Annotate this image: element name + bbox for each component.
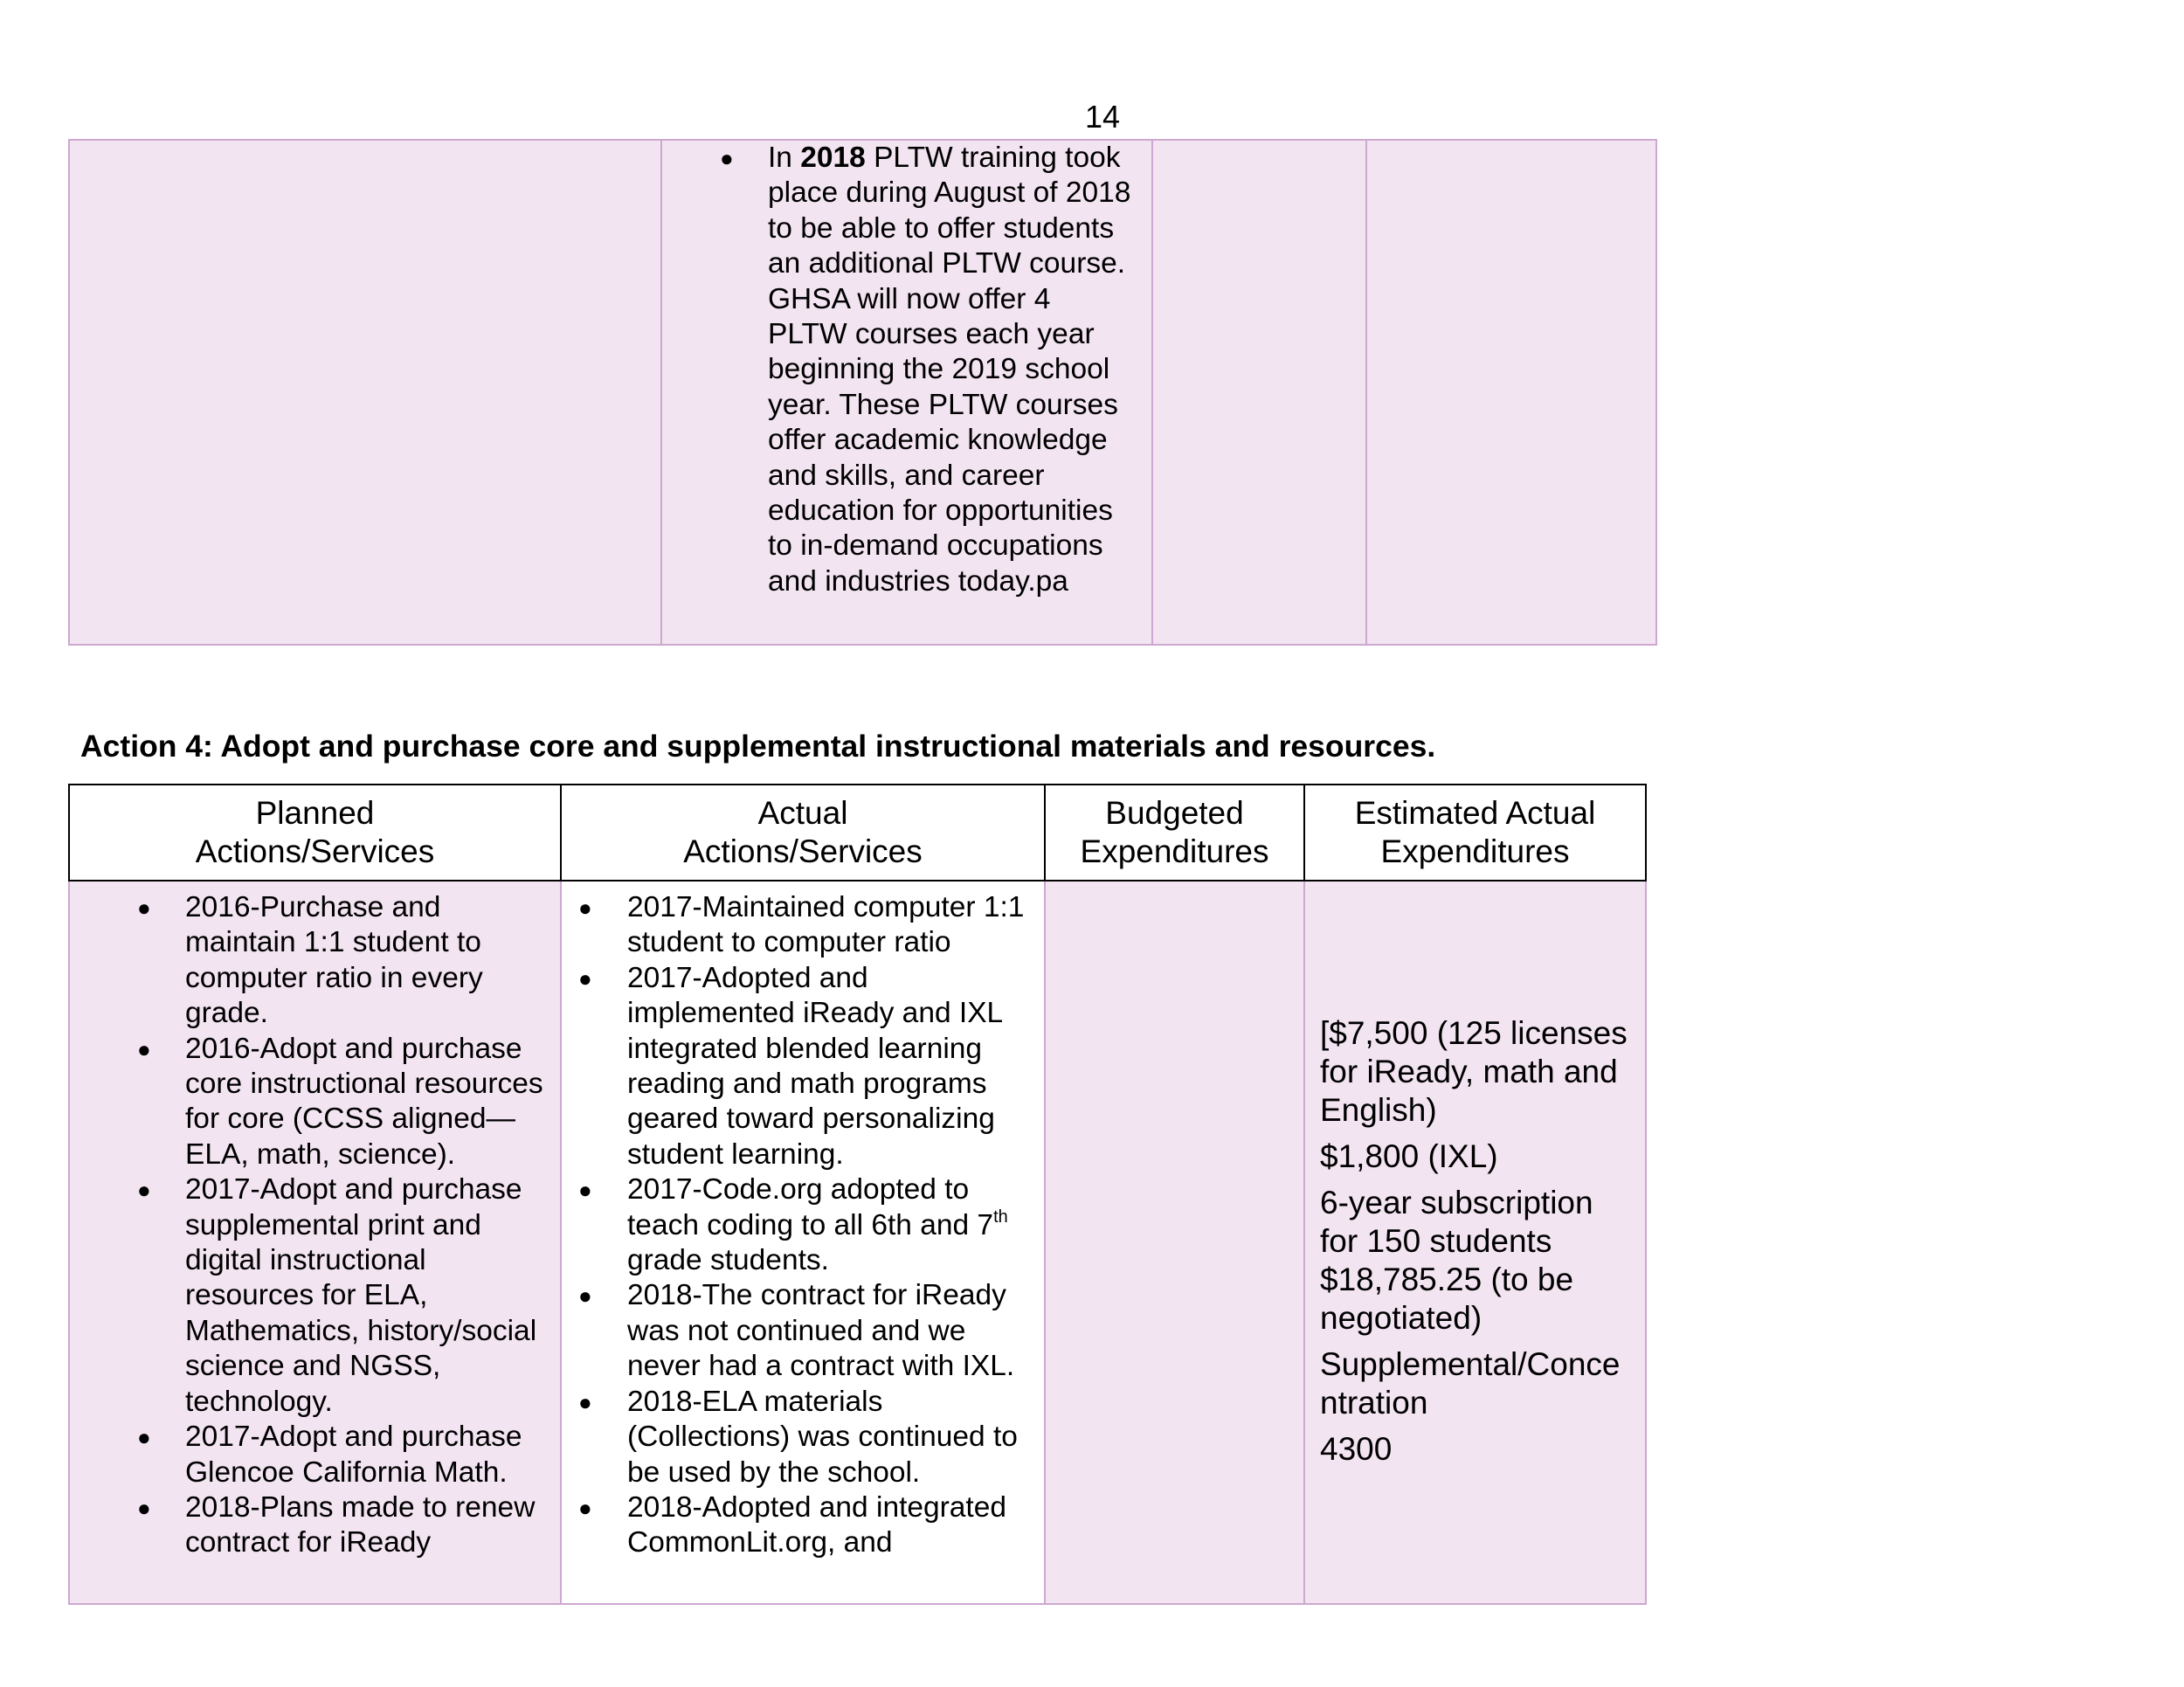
planned-item: ● 2017-Adopt and purchase Glencoe California Math. [185, 1420, 556, 1490]
actual-actions-cell [561, 881, 1045, 1604]
planned-item: ● 2018-Plans made to renew contract for iReady [185, 1490, 556, 1561]
planned-item: ● 2016-Adopt and purchase core instructional resources for core (CCSS aligned—ELA, math, science). [185, 1032, 556, 1173]
continuation-table [68, 139, 1657, 646]
page-number: 14 [1084, 99, 1121, 135]
planned-cell [69, 140, 661, 645]
body-row [69, 881, 1646, 1604]
estimated-expenditures-cell [1304, 881, 1646, 1604]
actual-item: ● 2017-Maintained computer 1:1 student to computer ratio [627, 890, 1038, 961]
action-4-table [68, 784, 1647, 1605]
actual-cell [661, 140, 1152, 645]
estimated-line: [$7,500 (125 licenses for iReady, math and English) [1320, 1015, 1628, 1128]
estimated-line: Supplemental/Concentration [1320, 1346, 1621, 1421]
actual-item: ● 2018-ELA materials (Collections) was continued to be used by the school. [627, 1385, 1038, 1490]
actual-item-pltw: ● In 2018 PLTW training took place during August of 2018 to be able to offer students an additional PLTW course. GHSA will now offer 4 PLTW courses each year beginning the 2019 school year. These PLTW courses offer academic knowledge and skills, and career education for opportunities to in-demand occupations and industries today.pa [768, 141, 1135, 599]
planned-item: ● 2017-Adopt and purchase supplemental print and digital instructional resources for ELA, Mathematics, history/social science and NGSS, technology. [185, 1172, 556, 1420]
action-4-heading: Action 4: Adopt and purchase core and supplemental instructional materials and resources. [80, 729, 1436, 764]
actual-item: ● 2018-Adopted and integrated CommonLit.org, and [627, 1490, 1038, 1561]
actual-item: ● 2017-Code.org adopted to teach coding to all 6th and 7th grade students. [627, 1172, 1038, 1278]
estimated-cell [1366, 140, 1656, 645]
estimated-line: 6-year subscription for 150 students $18,785.25 (to be negotiated) [1320, 1185, 1593, 1336]
actual-item: ● 2018-The contract for iReady was not continued and we never had a contract with IXL. [627, 1278, 1038, 1384]
header-planned: Planned Actions/Services [69, 785, 561, 881]
budgeted-cell [1152, 140, 1366, 645]
estimated-line: $1,800 (IXL) [1320, 1138, 1498, 1174]
header-row [69, 785, 1646, 881]
actual-item: ● 2017-Adopted and implemented iReady and IXL integrated blended learning reading and math programs geared toward personalizing student learning. [627, 961, 1038, 1172]
budgeted-expenditures-cell [1045, 881, 1304, 1604]
planned-item: ● 2016-Purchase and maintain 1:1 student to computer ratio in every grade. [185, 890, 556, 1032]
header-budgeted: Budgeted Expenditures [1045, 785, 1304, 881]
estimated-line: 4300 [1320, 1431, 1393, 1467]
header-estimated: Estimated Actual Expenditures [1304, 785, 1646, 881]
header-actual: Actual Actions/Services [561, 785, 1045, 881]
planned-actions-cell [69, 881, 561, 1604]
